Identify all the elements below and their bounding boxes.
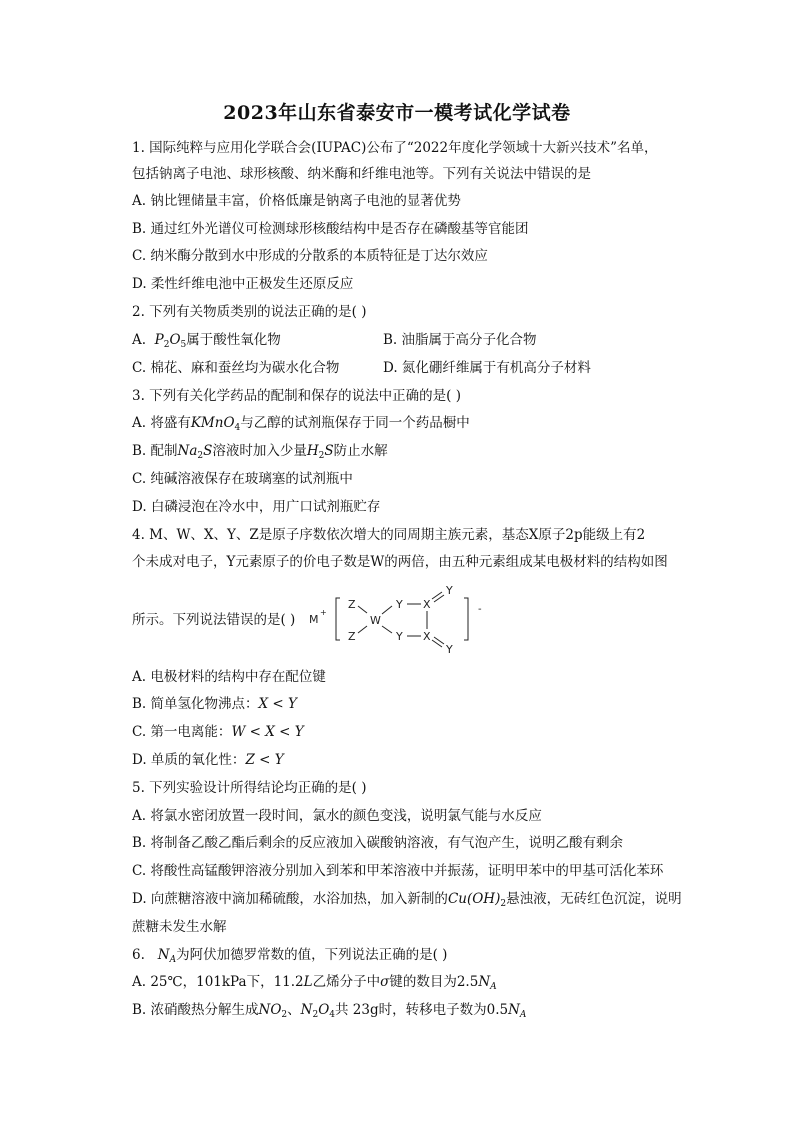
q1-stem-line1: 1. 国际纯粹与应用化学联合会(IUPAC)公布了“2022年度化学领域十大新兴技术”名单， xyxy=(132,140,658,156)
left-bracket xyxy=(336,598,340,640)
bond-w-y-top xyxy=(382,606,392,614)
q5-option-d-line2: 蔗糖未发生水解 xyxy=(132,919,227,935)
atom-z-top: Z xyxy=(348,598,356,611)
q1-stem-line2: 包括钠离子电池、球形核酸、纳米酶和纤维电池等。下列有关说法中错误的是 xyxy=(132,166,591,182)
bond-z-w-bottom xyxy=(358,626,367,633)
right-bracket xyxy=(464,598,468,640)
q4-stem-line2: 个未成对电子，Y元素原子的价电子数是W的两倍，由五种元素组成某电极材料的结构如图 xyxy=(132,554,668,570)
q5-option-d: D. 向蔗糖溶液中滴加稀硫酸，水浴加热，加入新制的$Cu(OH)_2$悬浊液，无砖红色沉淀，说明 xyxy=(132,891,682,909)
q4-option-b: B. 简单氢化物沸点：X < Y xyxy=(132,696,297,712)
q1-option-b: B. 通过红外光谱仪可检测球形核酸结构中是否存在磷酸基等官能团 xyxy=(132,221,529,237)
structure-anion-charge: - xyxy=(478,604,482,615)
structure-cation: M xyxy=(309,613,319,626)
q4-option-d: D. 单质的氧化性：Z < Y xyxy=(132,752,284,768)
page-title: 2023年山东省泰安市一模考试化学试卷 xyxy=(223,102,571,124)
q5-option-b: B. 将制备乙酸乙酯后剩余的反应液加入碳酸钠溶液，有气泡产生，说明乙酸有剩余 xyxy=(132,835,624,851)
q3-option-d: D. 白磷浸泡在冷水中，用广口试剂瓶贮存 xyxy=(132,499,381,515)
atom-z-bottom: Z xyxy=(348,630,356,643)
bond-z-w-top xyxy=(358,606,367,613)
q3-stem: 3. 下列有关化学药品的配制和保存的说法中正确的是( ) xyxy=(132,388,461,404)
q3-option-b: B. 配制$Na_2S$溶液时加入少量$H_2S$防止水解 xyxy=(132,443,388,461)
q2-option-c: C. 棉花、麻和蚕丝均为碳水化合物 xyxy=(132,360,340,376)
q5-stem: 5. 下列实验设计所得结论均正确的是( ) xyxy=(132,780,367,796)
atom-y-terminal-top: Y xyxy=(446,584,453,597)
q4-option-c: C. 第一电离能：W < X < Y xyxy=(132,724,304,740)
q4-option-a: A. 电极材料的结构中存在配位键 xyxy=(132,669,326,685)
atom-y-terminal-bottom: Y xyxy=(446,643,453,656)
q6-stem: 6. $N_A$为阿伏加德罗常数的值，下列说法正确的是( ) xyxy=(132,947,448,965)
q4-stem-line1: 4. M、W、X、Y、Z是原子序数依次增大的同周期主族元素，基态X原子2p能级上有2 xyxy=(132,527,646,543)
q6-option-b: B. 浓硝酸热分解生成$NO_2$、$N_2O_4$共 23g时，转移电子数为$0.5N_A$ xyxy=(132,1002,527,1020)
q5-option-a: A. 将氯水密闭放置一段时间，氯水的颜色变浅，说明氯气能与水反应 xyxy=(132,808,542,824)
atom-y-top: Y xyxy=(396,598,403,611)
q2-option-a: A. $P_2O_5$属于酸性氧化物 xyxy=(132,332,281,350)
structure-cation-charge: + xyxy=(320,608,327,617)
q1-option-d: D. 柔性纤维电池中正极发生还原反应 xyxy=(132,276,354,292)
atom-x-bottom: X xyxy=(423,630,431,643)
q1-option-c: C. 纳米酶分散到水中形成的分散系的本质特征是丁达尔效应 xyxy=(132,248,488,264)
q2-stem: 2. 下列有关物质类别的说法正确的是( ) xyxy=(132,304,367,320)
q4-stem-line3: 所示。下列说法错误的是( ) xyxy=(132,612,296,628)
q2-option-b: B. 油脂属于高分子化合物 xyxy=(383,332,537,348)
bond-w-y-bottom xyxy=(382,626,392,633)
q2-option-d: D. 氮化硼纤维属于有机高分子材料 xyxy=(383,360,591,376)
q3-option-a: A. 将盛有KMnO$_4$与乙醇的试剂瓶保存于同一个药品橱中 xyxy=(132,415,470,433)
atom-y-bottom: Y xyxy=(396,630,403,643)
q3-option-c: C. 纯碱溶液保存在玻璃塞的试剂瓶中 xyxy=(132,471,353,487)
q1-option-a: A. 钠比锂储量丰富，价格低廉是钠离子电池的显著优势 xyxy=(132,193,461,209)
q6-option-a: A. 25℃，101kPa下，11.2L乙烯分子中σ键的数目为$2.5N_A$ xyxy=(132,974,497,992)
atom-w: W xyxy=(370,614,381,627)
atom-x-top: X xyxy=(423,598,431,611)
q5-option-c: C. 将酸性高锰酸钾溶液分别加入到苯和甲苯溶液中并振荡，证明甲苯中的甲基可活化苯环 xyxy=(132,863,664,879)
